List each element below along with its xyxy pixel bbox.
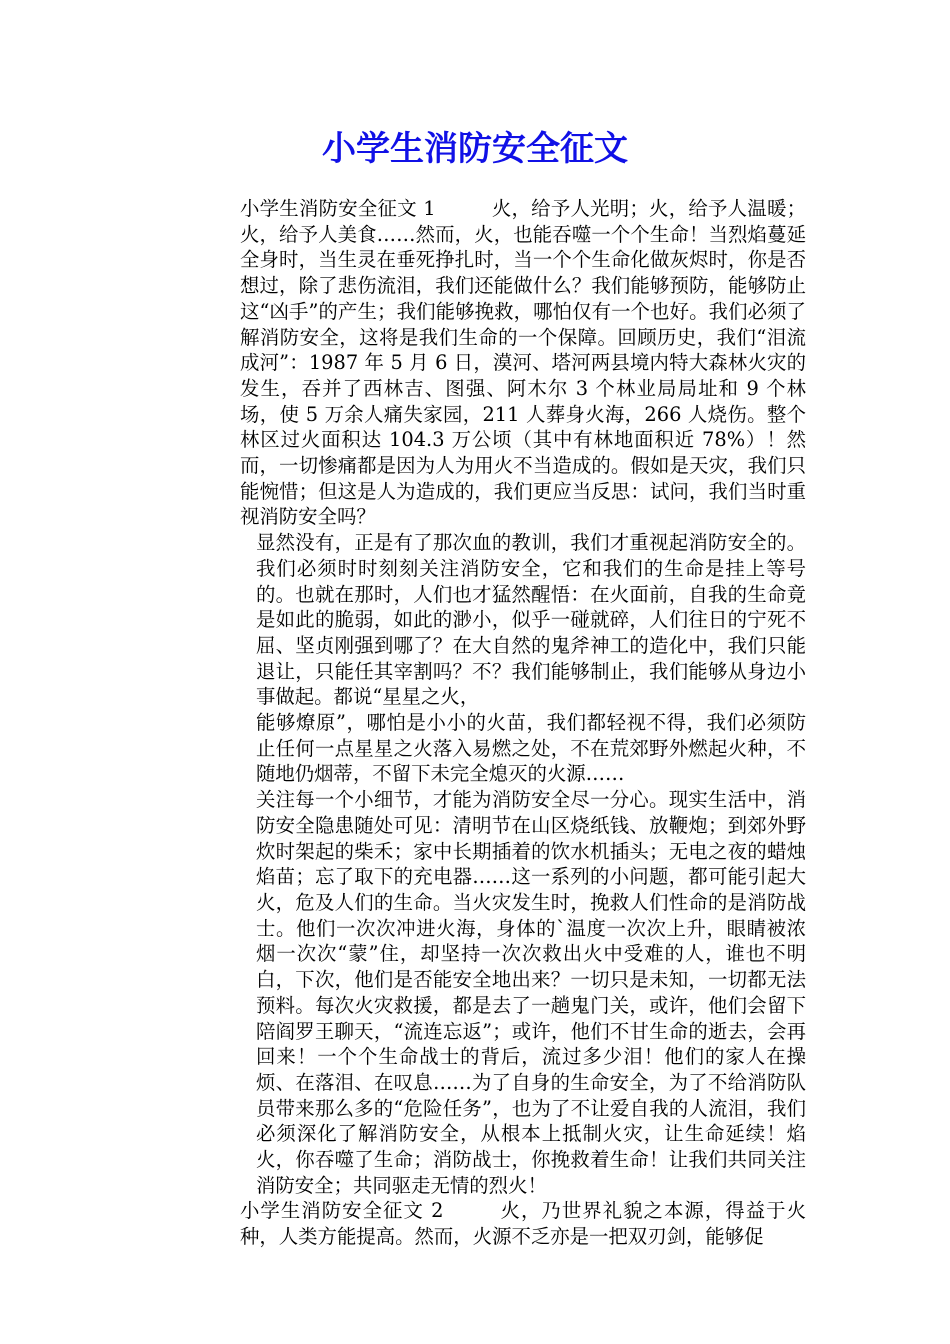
paragraph-3: 能够燎原”，哪怕是小小的火苗，我们都轻视不得，我们必须防止任何一点星星之火落入易燃之处，不在荒郊野外燃起火种，不随地仍烟蒂，不留下未完全熄灭的火源……	[256, 711, 806, 786]
paragraph-1	[144, 196, 806, 530]
document-body	[144, 196, 806, 1250]
paragraph-5	[144, 1198, 806, 1249]
paragraph-5-text: 火，乃世界礼貌之本源，得益于火种，人类方能提高。然而，火源不乏亦是一把双刃剑，能够促	[240, 1199, 806, 1249]
essay-1-heading: 小学生消防安全征文 1	[240, 197, 436, 220]
paragraph-2: 显然没有，正是有了那次血的教训，我们才重视起消防安全的。我们必须时时刻刻关注消防安全，它和我们的生命是挂上等号的。也就在那时，人们也才猛然醒悟：在火面前，自我的生命竟是如此的脆弱，如此的渺小，似乎一碰就碎，人们往日的宁死不屈、坚贞刚强到哪了？在大自然的鬼斧神工的造化中，我们只能退让，只能任其宰割吗？不？我们能够制止，我们能够从身边小事做起。都说“星星之火，	[256, 531, 806, 709]
document-title: 小学生消防安全征文	[322, 129, 628, 169]
paragraph-4: 关注每一个小细节，才能为消防安全尽一分心。现实生活中，消防安全隐患随处可见：清明节在山区烧纸钱、放鞭炮；到郊外野炊时架起的柴禾；家中长期插着的饮水机插头；无电之夜的蜡烛焰苗；忘了取下的充电器……这一系列的小问题，都可能引起大火，危及人们的生命。当火灾发生时，挽救人们性命的是消防战士。他们一次次冲进火海，身体的`温度一次次上升，眼睛被浓烟一次次“蒙”住，却坚持一次次救出火中受难的人，谁也不明白，下次，他们是否能安全地出来？一切只是未知，一切都无法预料。每次火灾救援，都是去了一趟鬼门关，或许，他们会留下陪阎罗王聊天，“流连忘返”；或许，他们不甘生命的逝去，会再回来！一个个生命战士的背后，流过多少泪！他们的家人在操烦、在落泪、在叹息……为了自身的生命安全，为了不给消防队员带来那么多的“危险任务”，也为了不让爱自我的人流泪，我们必须深化了解消防安全，从根本上抵制火灾，让生命延续！焰火，你吞噬了生命；消防战士，你挽救着生命！让我们共同关注消防安全；共同驱走无情的烈火！	[256, 788, 806, 1197]
essay-2-heading: 小学生消防安全征文 2	[240, 1199, 444, 1223]
paragraph-1-text: 火，给予人光明；火，给予人温暖；火，给予人美食……然而，火，也能吞噬一个个生命！当烈焰蔓延全身时，当生灵在垂死挣扎时，当一个个生命化做灰烬时，你是否想过，除了悲伤流泪，我们还能做什么？我们能够预防，能够防止这“凶手”的产生；我们能够挽救，哪怕仅有一个也好。我们必须了解消防安全，这将是我们生命的一个保障。回顾历史，我们“泪流成河”：1987 年 5 月 6 日，漠河、塔河两县境内特大森林火灾的发生，吞并了西林吉、图强、阿木尔 3 个林业局局址和 9 个林场，使 5 万余人痛失家园，211 人葬身火海，266 人烧伤。整个林区过火面积达 104.3 万公顷（其中有林地面积近 78%）！然而，一切惨痛都是因为人为用火不当造成的。假如是天灾，我们只能惋惜；但这是人为造成的，我们更应当反思：试问，我们当时重视消防安全吗？	[240, 197, 806, 529]
